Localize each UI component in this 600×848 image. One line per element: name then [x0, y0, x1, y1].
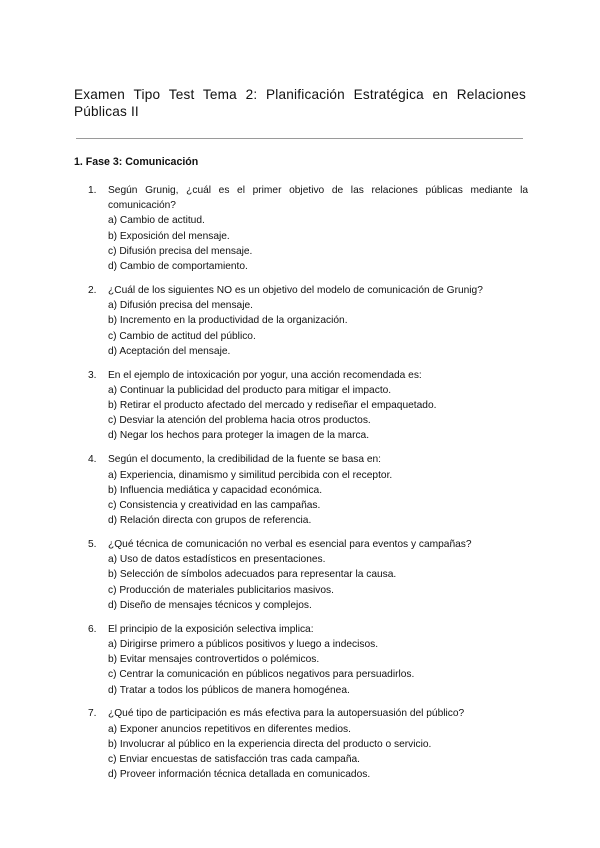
- answer-options: [108, 552, 528, 613]
- question-number: 1.: [88, 185, 97, 196]
- question-list: [88, 183, 528, 791]
- answer-option-b: b) Involucrar al público en la experiencia directa del producto o servicio.: [108, 738, 432, 750]
- answer-option-a: a) Cambio de actitud.: [108, 215, 205, 227]
- question-number: 7.: [88, 708, 97, 720]
- question-number: 5.: [88, 539, 97, 551]
- answer-option-c: c) Difusión precisa del mensaje.: [108, 245, 253, 257]
- answer-option-c: c) Consistencia y creatividad en las campañas.: [108, 499, 321, 511]
- question-item: [88, 368, 528, 444]
- answer-option-d: d) Proveer información técnica detallada en comunicados.: [108, 769, 371, 781]
- question-text: Según el documento, la credibilidad de la fuente se basa en:: [108, 454, 381, 466]
- question-number: 4.: [88, 454, 97, 466]
- answer-option-d: d) Diseño de mensajes técnicos y complejos.: [108, 599, 312, 611]
- question-text: ¿Cuál de los siguientes NO es un objetivo del modelo de comunicación de Grunig?: [108, 284, 483, 296]
- answer-option-d: d) Cambio de comportamiento.: [108, 261, 248, 273]
- question-text: ¿Qué tipo de participación es más efectiva para la autopersuasión del público?: [108, 708, 465, 720]
- question-text: En el ejemplo de intoxicación por yogur, una acción recomendada es:: [108, 369, 422, 381]
- answer-option-c: c) Desviar la atención del problema hacia otros productos.: [108, 415, 371, 427]
- document-title: Examen Tipo Test Tema 2: Planificación Estratégica en Relaciones Públicas II: [74, 87, 526, 119]
- question-text: El principio de la exposición selectiva implica:: [108, 623, 314, 635]
- question-number: 6.: [88, 623, 97, 635]
- answer-options: [108, 637, 528, 698]
- answer-option-b: b) Influencia mediática y capacidad económica.: [108, 484, 323, 496]
- question-item: [88, 283, 528, 359]
- answer-options: [108, 298, 528, 359]
- section-heading: 1. Fase 3: Comunicación: [74, 156, 199, 168]
- answer-options: [108, 383, 528, 444]
- question-item: [88, 706, 528, 782]
- answer-option-a: a) Continuar la publicidad del producto para mitigar el impacto.: [108, 384, 392, 396]
- answer-option-d: d) Negar los hechos para proteger la imagen de la marca.: [108, 430, 370, 442]
- answer-option-d: d) Aceptación del mensaje.: [108, 345, 231, 357]
- question-item: [88, 183, 528, 274]
- answer-options: [108, 722, 528, 783]
- answer-option-c: c) Centrar la comunicación en públicos negativos para persuadirlos.: [108, 669, 415, 681]
- answer-options: [108, 468, 528, 529]
- title-divider: [76, 138, 523, 139]
- question-item: [88, 622, 528, 698]
- question-text: Según Grunig, ¿cuál es el primer objetivo de las relaciones públicas mediante la comunicación?: [108, 185, 528, 212]
- answer-option-b: b) Exposición del mensaje.: [108, 230, 230, 242]
- answer-option-d: d) Tratar a todos los públicos de manera homogénea.: [108, 684, 350, 696]
- answer-option-a: a) Exponer anuncios repetitivos en diferentes medios.: [108, 723, 351, 735]
- answer-option-c: c) Cambio de actitud del público.: [108, 330, 256, 342]
- question-number: 3.: [88, 369, 97, 381]
- answer-option-b: b) Selección de símbolos adecuados para representar la causa.: [108, 569, 397, 581]
- answer-option-a: a) Dirigirse primero a públicos positivos y luego a indecisos.: [108, 638, 379, 650]
- question-item: [88, 537, 528, 613]
- question-text: ¿Qué técnica de comunicación no verbal es esencial para eventos y campañas?: [108, 539, 472, 551]
- answer-option-b: b) Incremento en la productividad de la organización.: [108, 315, 348, 327]
- answer-option-c: c) Enviar encuestas de satisfacción tras cada campaña.: [108, 754, 360, 766]
- answer-option-a: a) Difusión precisa del mensaje.: [108, 300, 253, 312]
- answer-option-b: b) Retirar el producto afectado del mercado y rediseñar el empaquetado.: [108, 400, 437, 412]
- answer-option-c: c) Producción de materiales publicitarios masivos.: [108, 584, 334, 596]
- answer-options: [108, 213, 528, 274]
- question-item: [88, 452, 528, 528]
- question-number: 2.: [88, 284, 97, 296]
- answer-option-b: b) Evitar mensajes controvertidos o polémicos.: [108, 654, 320, 666]
- answer-option-a: a) Uso de datos estadísticos en presentaciones.: [108, 554, 326, 566]
- answer-option-a: a) Experiencia, dinamismo y similitud percibida con el receptor.: [108, 469, 393, 481]
- answer-option-d: d) Relación directa con grupos de referencia.: [108, 515, 312, 527]
